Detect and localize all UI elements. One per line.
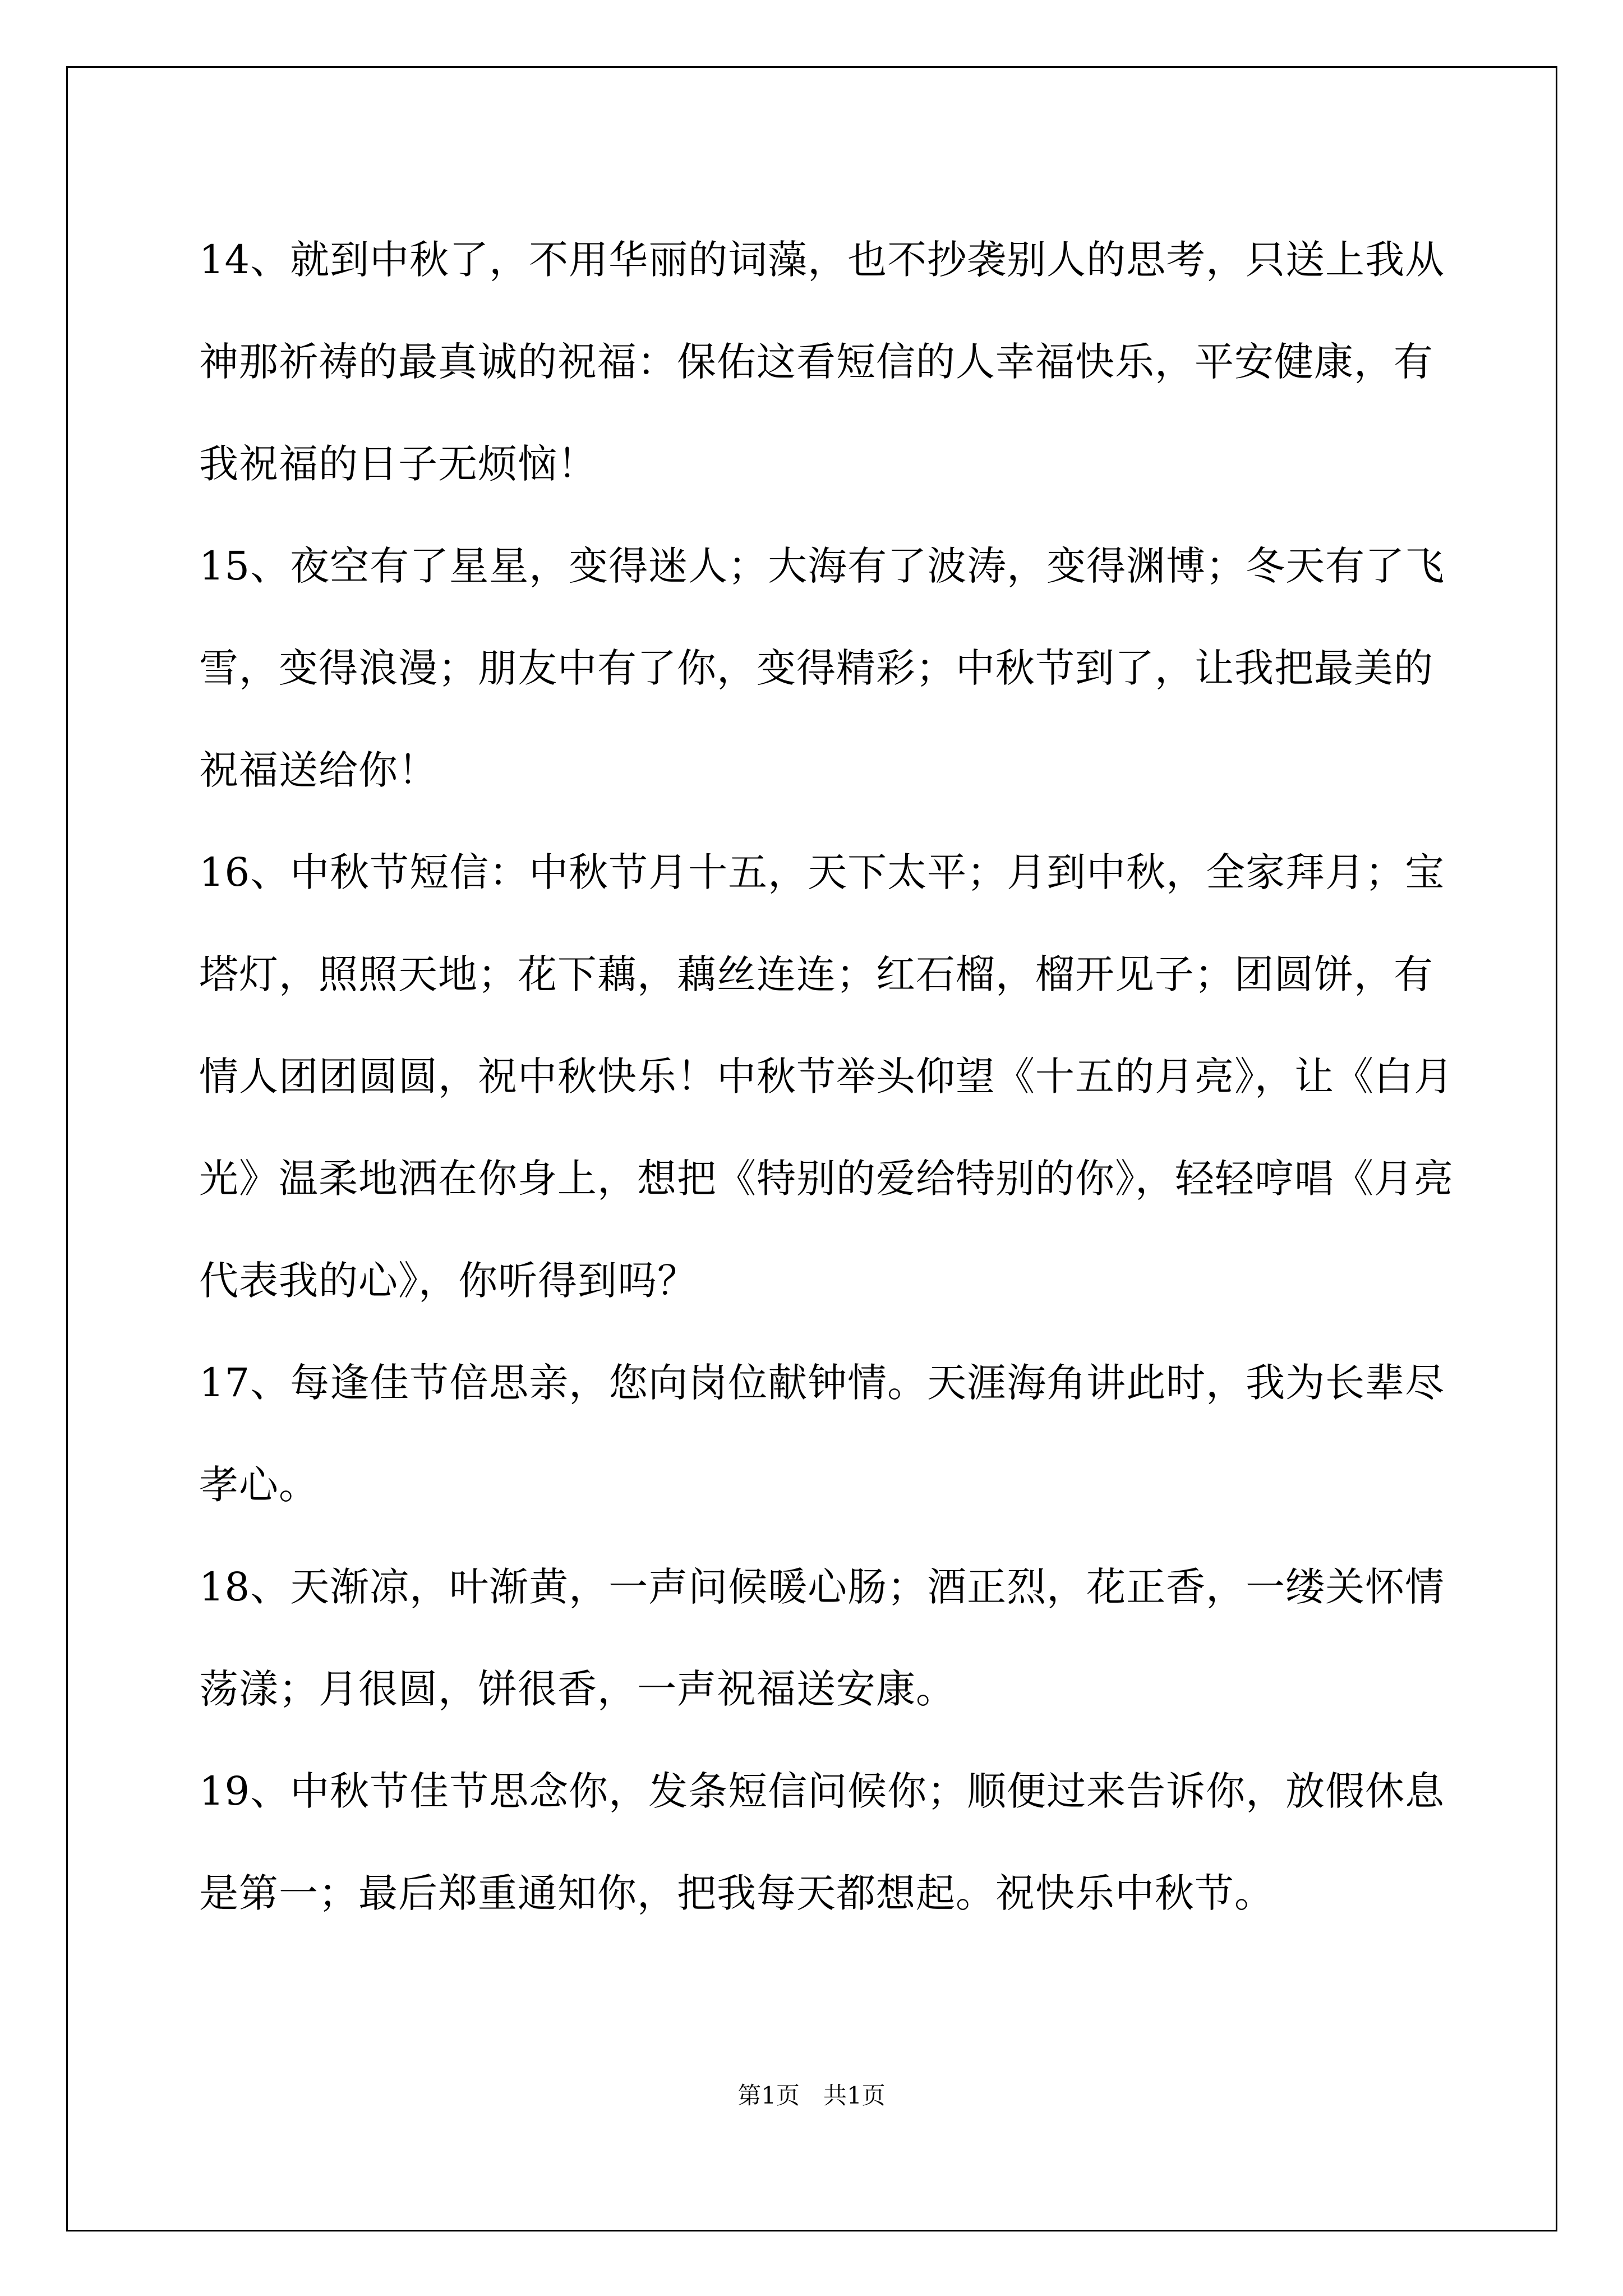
page-number-footer: 第1页 共1页	[737, 2082, 886, 2109]
paragraph-17: 17、每逢佳节倍思亲，您向岗位献钟情。天涯海角讲此时，我为长辈尽孝心。	[199, 1360, 1445, 1508]
document-body	[199, 209, 1455, 1944]
paragraph-19: 19、中秋节佳节思念你，发条短信问候你；顺便过来告诉你，放假休息是第一；最后郑重通知你，把我每天都想起。祝快乐中秋节。	[199, 1768, 1445, 1916]
paragraph-14: 14、就到中秋了，不用华丽的词藻，也不抄袭别人的思考，只送上我从神那祈祷的最真诚的祝福：保佑这看短信的人幸福快乐，平安健康，有我祝福的日子无烦恼！	[199, 237, 1445, 487]
paragraph-16: 16、中秋节短信：中秋节月十五，天下太平；月到中秋，全家拜月；宝塔灯，照照天地；花下藕，藕丝连连；红石榴，榴开见子；团圆饼，有情人团团圆圆，祝中秋快乐！中秋节举头仰望《十五的月亮》，让《白月光》温柔地洒在你身上，想把《特别的爱给特别的你》，轻轻哼唱《月亮代表我的心》，你听得到吗？	[199, 849, 1454, 1304]
paragraph-18: 18、天渐凉，叶渐黄，一声问候暖心肠；酒正烈，花正香，一缕关怀情荡漾；月很圆，饼很香，一声祝福送安康。	[199, 1564, 1445, 1712]
paragraph-15: 15、夜空有了星星，变得迷人；大海有了波涛，变得渊博；冬天有了飞雪，变得浪漫；朋友中有了你，变得精彩；中秋节到了，让我把最美的祝福送给你！	[199, 543, 1445, 793]
